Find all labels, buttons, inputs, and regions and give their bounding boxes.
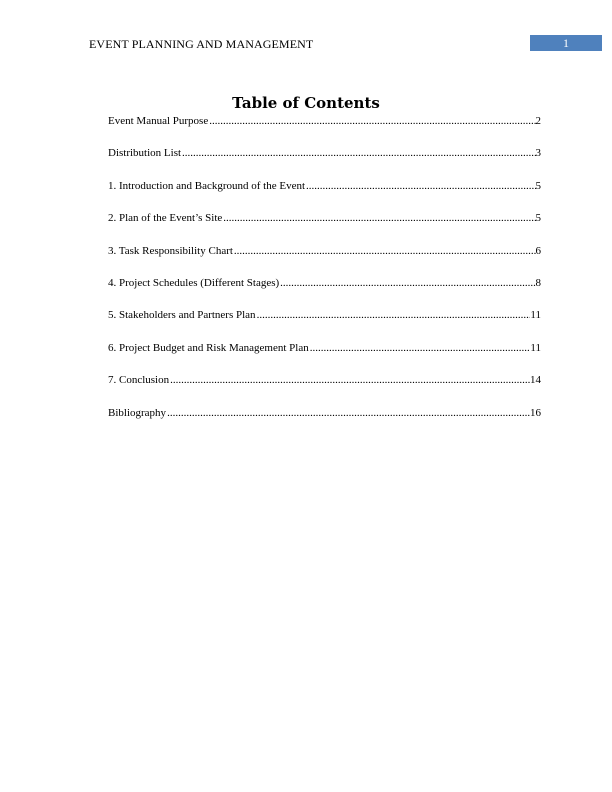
toc-leader-dots (234, 245, 536, 257)
toc-entry-page: 5 (535, 212, 541, 225)
toc-entry-title: 1. Introduction and Background of the Event (108, 179, 306, 192)
page-number-badge: 1 (530, 35, 602, 51)
toc-leader-dots (170, 374, 530, 386)
toc-entry-title: 2. Plan of the Event’s Site (108, 212, 223, 225)
toc-leader-dots (182, 147, 535, 159)
toc-leader-dots (209, 115, 535, 127)
toc-entry-page: 5 (535, 179, 541, 192)
toc-entry-bibliography[interactable] (108, 407, 541, 439)
toc-entry-site-plan[interactable] (108, 212, 541, 244)
toc-entry-conclusion[interactable] (108, 374, 541, 406)
toc-entry-page: 8 (535, 276, 541, 289)
toc-entry-page: 2 (535, 115, 541, 127)
toc-list (108, 115, 541, 439)
toc-entry-title: 4. Project Schedules (Different Stages) (108, 276, 280, 289)
toc-entry-task-responsibility[interactable] (108, 245, 541, 277)
toc-entry-stakeholders[interactable] (108, 309, 541, 341)
toc-leader-dots (223, 212, 535, 224)
toc-entry-title: 7. Conclusion (108, 374, 170, 387)
toc-entry-title: 6. Project Budget and Risk Management Plan (108, 341, 309, 354)
toc-entry-project-schedules[interactable] (108, 277, 541, 309)
toc-entry-title: Bibliography (108, 406, 167, 419)
toc-entry-title: 5. Stakeholders and Partners Plan (108, 309, 256, 322)
toc-entry-distribution-list[interactable] (108, 147, 541, 179)
toc-entry-page: 14 (530, 374, 541, 387)
toc-entry-page: 11 (530, 341, 541, 354)
toc-entry-page: 3 (535, 147, 541, 160)
toc-leader-dots (306, 180, 535, 192)
toc-leader-dots (280, 277, 535, 289)
toc-entry-page: 11 (530, 309, 541, 322)
running-header: EVENT PLANNING AND MANAGEMENT (89, 37, 314, 51)
toc-leader-dots (257, 309, 531, 321)
toc-entry-page: 6 (535, 244, 541, 257)
toc-entry-title: Distribution List (108, 147, 182, 160)
toc-entry-title: Event Manual Purpose (108, 115, 209, 127)
toc-heading: Table of Contents (232, 94, 380, 112)
toc-entry-page: 16 (530, 406, 541, 419)
toc-leader-dots (167, 407, 530, 419)
toc-entry-budget-risk[interactable] (108, 342, 541, 374)
toc-entry-introduction[interactable] (108, 180, 541, 212)
toc-entry-title: 3. Task Responsibility Chart (108, 244, 233, 257)
toc-entry-event-manual-purpose[interactable] (108, 115, 541, 147)
toc-leader-dots (310, 342, 531, 354)
